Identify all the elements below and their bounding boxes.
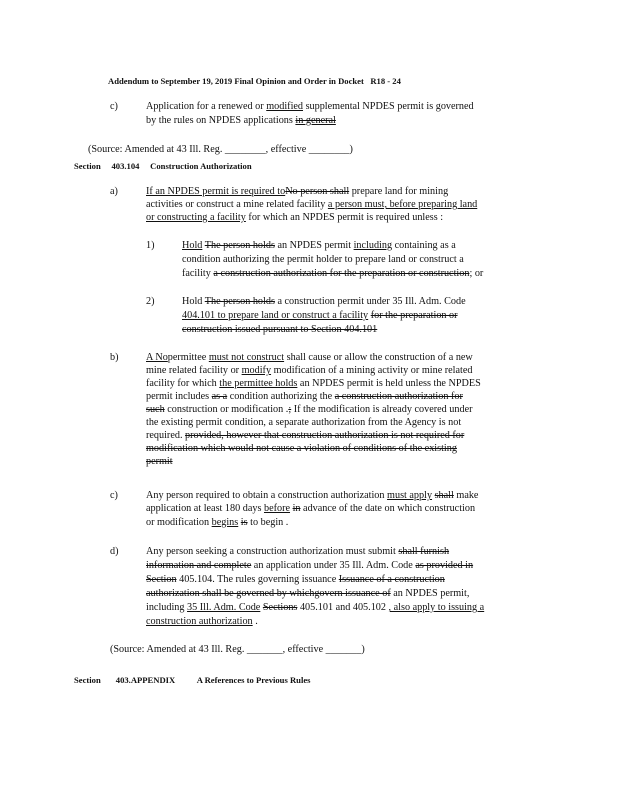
section-heading-appendix: Section 403.APPENDIX A References to Previous Rules bbox=[74, 675, 311, 685]
para-b-line5: such construction or modification .; If the modification is already covered under bbox=[146, 404, 473, 415]
para-d-label: d) bbox=[110, 546, 119, 557]
item-1-line2: condition authorizing the permit holder to prepare land or construct a bbox=[182, 254, 464, 265]
para-b-label: b) bbox=[110, 352, 119, 363]
item-1-line1: Hold The person holds an NPDES permit including containing as a bbox=[182, 240, 456, 251]
para-d-line3: Section 405.104. The rules governing issuance Issuance of a construction bbox=[146, 574, 445, 585]
para-b-line9: permit bbox=[146, 456, 173, 467]
para-a-line1: If an NPDES permit is required toNo person shall prepare land for mining bbox=[146, 186, 449, 197]
item-1-line3: facility a construction authorization for the preparation or construction; or bbox=[182, 268, 484, 279]
item-2-label: 2) bbox=[146, 296, 155, 307]
item-2-line3: construction issued pursuant to Section 404.101 bbox=[182, 324, 378, 335]
para-b-line4: permit includes as a condition authorizing the a construction authorization for bbox=[146, 391, 463, 402]
page-header bbox=[108, 75, 401, 87]
para-b-line7: required. provided, however that construction authorization is not required for bbox=[146, 430, 465, 441]
section-heading-403-104: Section 403.104 Construction Authorization bbox=[74, 161, 252, 171]
para-c-intro-line1: Application for a renewed or modified supplemental NPDES permit is governed bbox=[146, 101, 474, 112]
header-docket: R18 - 24 bbox=[370, 76, 401, 86]
para-b-line6: the existing permit condition, a separate authorization from the Agency is not bbox=[146, 417, 462, 428]
para-d-line4: authorization shall be governed by whichgovern issuance of an NPDES permit, bbox=[146, 588, 470, 599]
para-d-line6: construction authorization . bbox=[146, 616, 258, 627]
para-d-line2: information and complete an application under 35 Ill. Adm. Code as provided in bbox=[146, 560, 474, 571]
para-c-intro-label: c) bbox=[110, 101, 118, 112]
item-2-line2: 404.101 to prepare land or construct a facility for the preparation or bbox=[182, 310, 458, 321]
para-b-line3: facility for which the permittee holds an NPDES permit is held unless the NPDES bbox=[146, 378, 481, 389]
item-2-line1: Hold The person holds a construction permit under 35 Ill. Adm. Code bbox=[182, 296, 466, 307]
para-c-line3: or modification begins is to begin . bbox=[146, 517, 289, 528]
para-c-line2: application at least 180 days before in advance of the date on which construction bbox=[146, 503, 476, 514]
para-c-line1: Any person required to obtain a construction authorization must apply shall make bbox=[146, 490, 479, 501]
para-c-label: c) bbox=[110, 490, 118, 501]
item-1-label: 1) bbox=[146, 240, 155, 251]
source-note-2: (Source: Amended at 43 Ill. Reg. _______, effective _______) bbox=[110, 644, 365, 655]
para-b-line2: mine related facility or modify modification of a mining activity or mine related bbox=[146, 365, 473, 376]
para-d-line1: Any person seeking a construction authorization must submit shall furnish bbox=[146, 546, 450, 557]
para-c-intro-line2: by the rules on NPDES applications in general bbox=[146, 115, 336, 126]
para-a-line2: activities or construct a mine related facility a person must, before preparing land bbox=[146, 199, 478, 210]
para-b-line8: modification which would not cause a violation of conditions of the existing bbox=[146, 443, 457, 454]
para-b-line1: A Nopermittee must not construct shall cause or allow the construction of a new bbox=[146, 352, 473, 363]
para-a-label: a) bbox=[110, 186, 118, 197]
source-note-1: (Source: Amended at 43 Ill. Reg. ________, effective ________) bbox=[88, 144, 353, 155]
para-a-line3: or constructing a facility for which an NPDES permit is required unless : bbox=[146, 212, 444, 223]
para-d-line5: including 35 Ill. Adm. Code Sections 405.101 and 405.102 , also apply to issuing a bbox=[146, 602, 485, 613]
header-title: Addendum to September 19, 2019 Final Opinion and Order in Docket bbox=[108, 76, 364, 86]
